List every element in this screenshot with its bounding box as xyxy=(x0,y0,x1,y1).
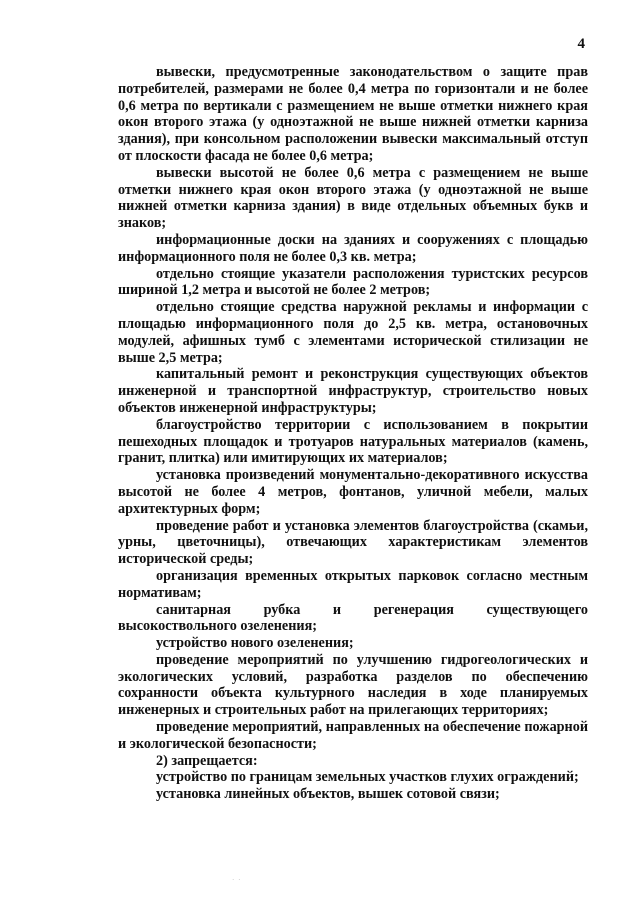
paragraph-information-boards: информационные доски на зданиях и сооружениях с площадью информационного поля не более 0,3 кв. метра; xyxy=(118,231,588,265)
paragraph-infrastructure-repair: капитальный ремонт и реконструкция существующих объектов инженерной и транспортной инфраструктур, строительство новых объектов инженерной инфраструктуры; xyxy=(118,366,588,416)
paragraph-sanitary-felling: санитарная рубка и регенерация существующего высокоствольного озеленения; xyxy=(118,601,588,635)
scan-artifact: · · xyxy=(232,876,242,884)
paragraph-prohibited-heading: 2) запрещается: xyxy=(156,752,258,769)
paragraph-hydrogeological-measures: проведение мероприятий по улучшению гидрогеологических и экологических условий, разработка разделов по обеспечению сохранности объекта культурного наследия в ходе планируемых инженерных и строительных работ на прилегающих территориях; xyxy=(118,651,588,719)
paragraph-monumental-art: установка произведений монументально-декоративного искусства высотой не более 4 метров, фонтанов, уличной мебели, малых архитектурных форм; xyxy=(118,467,588,517)
paragraph-outdoor-advertising: отдельно стоящие средства наружной рекламы и информации с площадью информационного поля до 2,5 кв. метра, остановочных модулей, афишных тумб с элементами исторической стилизации не выше 2,5 метра; xyxy=(118,299,588,366)
paragraph-linear-objects: установка линейных объектов, вышек сотовой связи; xyxy=(156,786,500,803)
paragraph-signboards-consumer-rights: вывески, предусмотренные законодательством о защите прав потребителей, размерами не более 0,4 метра по горизонтали и не более 0,6 метра по вертикали с размещением не выше отметки нижнего края окон второго этажа (у одноэтажной не выше нижней отметки карниза здания), при консольном расположении вывески максимальный отступ от плоскости фасада не более 0,6 метра; xyxy=(118,64,588,164)
paragraph-tourist-signs: отдельно стоящие указатели расположения туристских ресурсов шириной 1,2 метра и высотой не более 2 метров; xyxy=(118,265,588,299)
paragraph-signboards-volumetric-letters: вывески высотой не более 0,6 метра с размещением не выше отметки нижнего края окон второго этажа (у одноэтажной не выше нижней отметки карниза здания) в виде отдельных объемных букв и знаков; xyxy=(118,164,588,232)
page-number: 4 xyxy=(577,36,585,52)
document-body xyxy=(118,64,588,803)
paragraph-temporary-parking: организация временных открытых парковок согласно местным нормативам; xyxy=(118,567,588,601)
paragraph-landscaping-elements: проведение работ и установка элементов благоустройства (скамьи, урны, цветочницы), отвечающих характеристикам элементов исторической среды; xyxy=(118,517,588,568)
paragraph-fire-ecological-safety: проведение мероприятий, направленных на обеспечение пожарной и экологической безопасности; xyxy=(118,719,588,752)
paragraph-new-greenery: устройство нового озеленения; xyxy=(156,635,354,652)
paragraph-landscaping-materials: благоустройство территории с использованием в покрытии пешеходных площадок и тротуаров натуральных материалов (камень, гранит, плитка) или имитирующих их материалов; xyxy=(118,416,588,467)
paragraph-blind-fences: устройство по границам земельных участков глухих ограждений; xyxy=(156,769,579,786)
